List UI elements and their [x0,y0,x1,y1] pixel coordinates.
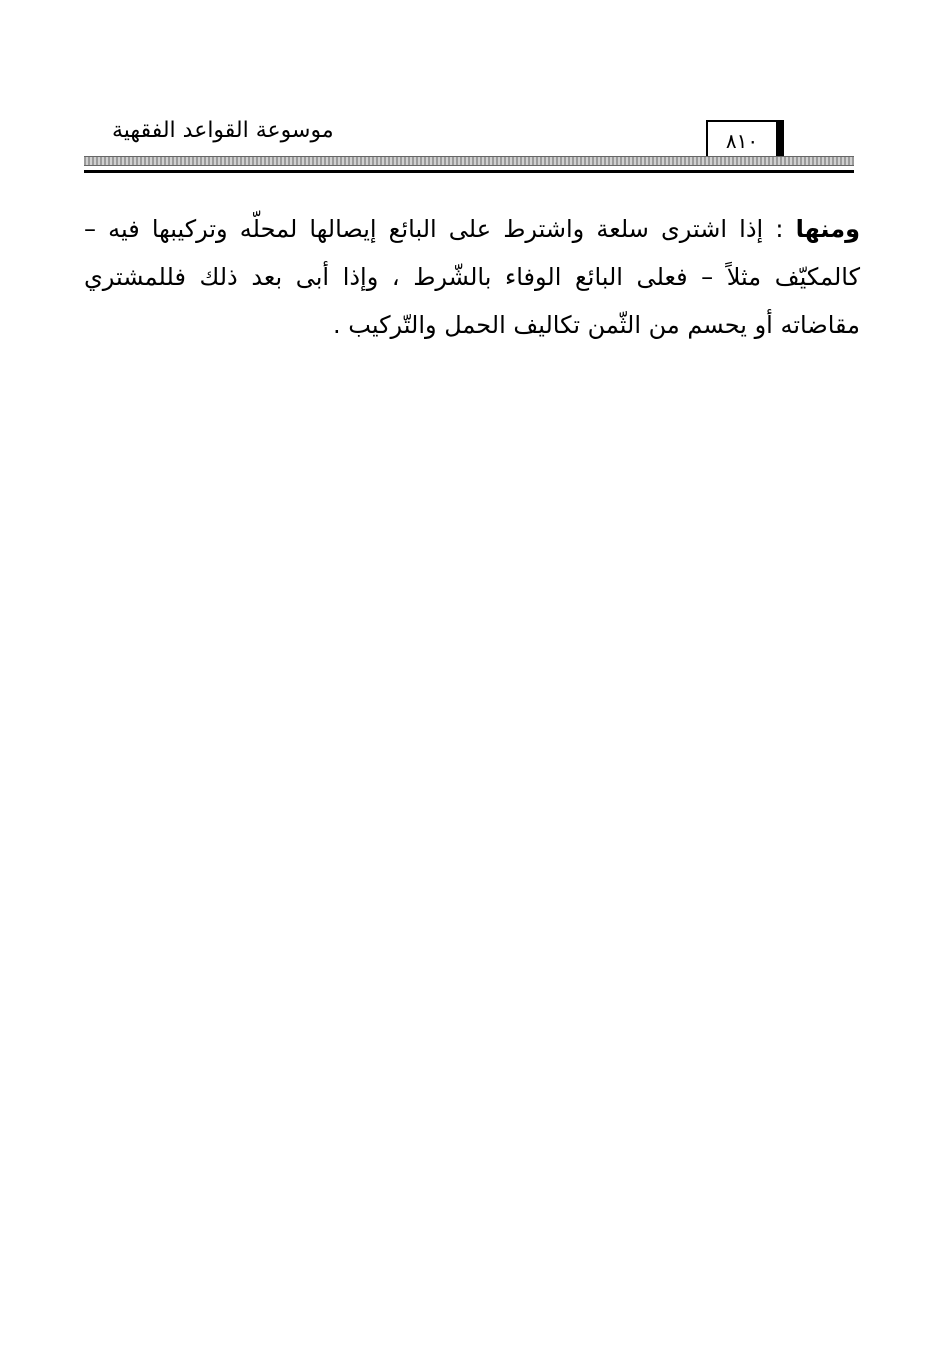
lead-word: ومنها [795,215,860,243]
page-number: ٨١٠ [725,129,759,153]
paragraph [84,205,860,349]
running-header-title: موسوعة القواعد الفقهية [112,118,334,143]
paragraph-text: : إذا اشترى سلعة واشترط على البائع إيصالها لمحلّه وتركيبها فيه – كالمكيّف مثلاً – فعلى البائع الوفاء بالشّرط ، وإذا أبى بعد ذلك فللمشتري مقاضاته أو يحسم من الثّمن تكاليف الحمل والتّركيب . [84,215,860,339]
body-text [84,205,860,349]
header-rule-solid [84,170,854,173]
header-rule-patterned [84,156,854,166]
